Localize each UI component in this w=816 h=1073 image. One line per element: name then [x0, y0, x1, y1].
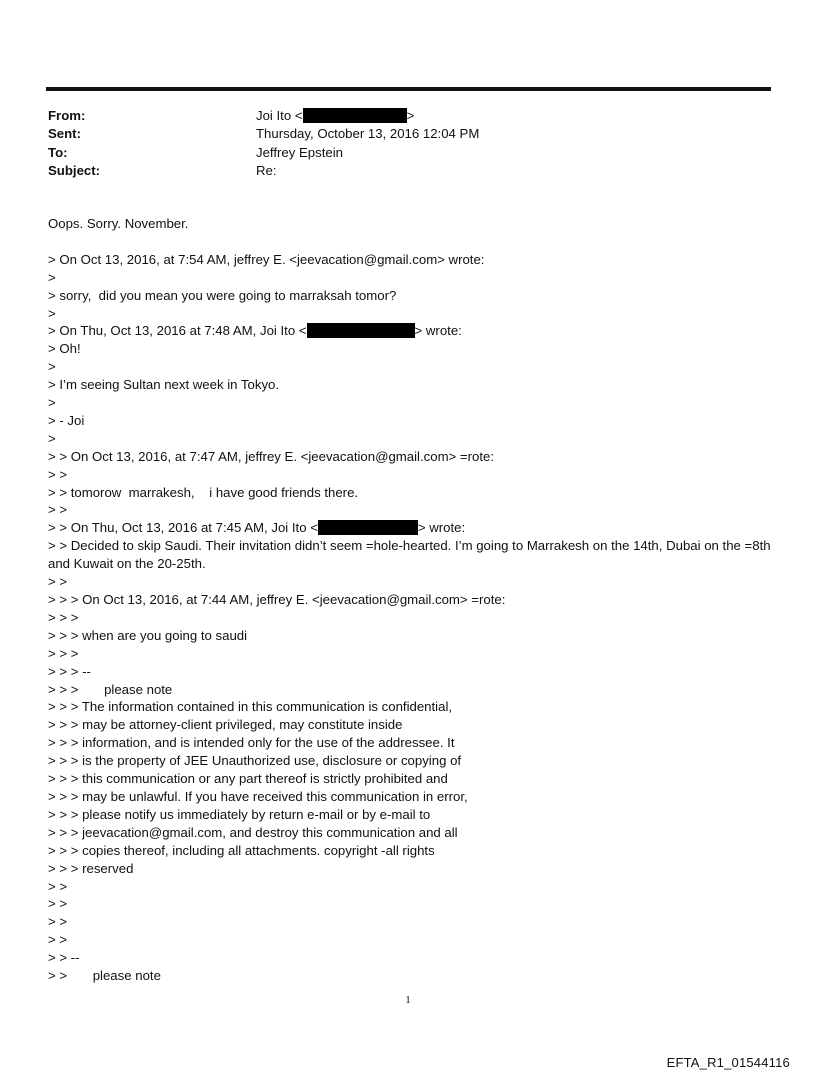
quoted-text: > > On Thu, Oct 13, 2016 at 7:45 AM, Joi Ito < [48, 520, 318, 536]
quoted-line: > > > this communication or any part thereof is strictly prohibited and [48, 771, 448, 787]
quoted-line: > > [48, 878, 68, 894]
quoted-line: > I’m seeing Sultan next week in Tokyo. [48, 377, 280, 393]
quoted-line: > [48, 430, 56, 446]
quoted-line: > > [48, 466, 68, 482]
subject-label: Subject: [48, 163, 101, 179]
quoted-line: > > > information, and is intended only for the use of the addressee. It [48, 735, 455, 751]
quoted-line: > > > The information contained in this communication is confidential, [48, 699, 453, 715]
sent-value: Thursday, October 13, 2016 12:04 PM [256, 126, 480, 142]
quoted-line: > > > please note [48, 681, 173, 697]
quoted-line: > > > please notify us immediately by return e-mail or by e-mail to [48, 806, 431, 822]
sent-label: Sent: [48, 126, 81, 142]
redaction-box [307, 323, 415, 338]
redaction-box [303, 108, 407, 123]
opening-line: Oops. Sorry. November. [48, 216, 189, 231]
redaction-box [318, 520, 418, 535]
quoted-line: > [48, 359, 56, 375]
quoted-line: > > > On Oct 13, 2016, at 7:44 AM, jeffrey E. <jeevacation@gmail.com> =rote: [48, 592, 506, 608]
quoted-line: > [48, 395, 56, 411]
subject-row [48, 162, 748, 180]
from-close: > [406, 108, 415, 123]
quoted-line: > > [48, 502, 68, 518]
quoted-line: > [48, 269, 56, 285]
quoted-line: > On Oct 13, 2016, at 7:54 AM, jeffrey E. <jeevacation@gmail.com> wrote: [48, 251, 485, 267]
quoted-line: > > > -- [48, 663, 91, 679]
quoted-text: > wrote: [414, 323, 462, 339]
from-name: Joi Ito < [256, 108, 303, 123]
quoted-line: > > > is the property of JEE Unauthorized use, disclosure or copying of [48, 753, 462, 769]
quoted-line: > > > reserved [48, 860, 134, 876]
document-id: EFTA_R1_01544116 [666, 1055, 790, 1070]
quoted-line: > [48, 305, 56, 321]
quoted-line: > > On Oct 13, 2016, at 7:47 AM, jeffrey E. <jeevacation@gmail.com> =rote: [48, 448, 495, 464]
quoted-line [48, 322, 773, 340]
quoted-line: > Oh! [48, 341, 81, 357]
to-value: Jeffrey Epstein [256, 144, 343, 160]
quoted-line: > sorry, did you mean you were going to marraksah tomor? [48, 287, 397, 303]
subject-value: Re: [256, 163, 277, 179]
quoted-line: > > [48, 914, 68, 930]
page-number: 1 [405, 994, 411, 1006]
quoted-text: > wrote: [417, 520, 466, 536]
from-value [256, 107, 748, 125]
blank-line [48, 233, 773, 251]
from-label: From: [48, 108, 86, 123]
quoted-line: > > -- [48, 950, 80, 966]
quoted-line: > > tomorow marrakesh, i have good friends there. [48, 484, 359, 500]
quoted-line: > > > may be unlawful. If you have received this communication in error, [48, 788, 468, 804]
email-body [48, 215, 773, 985]
header-rule [46, 87, 771, 91]
email-header [48, 107, 748, 181]
quoted-line: > > please note [48, 968, 161, 984]
quoted-line: > > > jeevacation@gmail.com, and destroy this communication and all [48, 824, 458, 840]
quoted-text: > On Thu, Oct 13, 2016 at 7:48 AM, Joi Ito < [48, 323, 307, 339]
quoted-line [48, 519, 773, 537]
to-row [48, 144, 748, 162]
quoted-line: > > [48, 896, 68, 912]
quoted-line: > - Joi [48, 412, 85, 428]
quoted-line: > > [48, 574, 68, 590]
quoted-line: > > > copies thereof, including all attachments. copyright -all rights [48, 842, 435, 858]
from-row [48, 107, 748, 125]
quoted-line: > > [48, 932, 68, 948]
quoted-line: > > > [48, 609, 79, 625]
quoted-line: > > Decided to skip Saudi. Their invitation didn’t seem =hole-hearted. I’m going to Marrakesh on the 14th, Dubai on the =8th and Kuwait on the 20-25th. [48, 538, 775, 572]
quoted-line: > > > [48, 645, 79, 661]
quoted-line: > > > may be attorney-client privileged, may constitute inside [48, 717, 403, 733]
sent-row [48, 125, 748, 143]
to-label: To: [48, 144, 68, 160]
quoted-line: > > > when are you going to saudi [48, 627, 248, 643]
